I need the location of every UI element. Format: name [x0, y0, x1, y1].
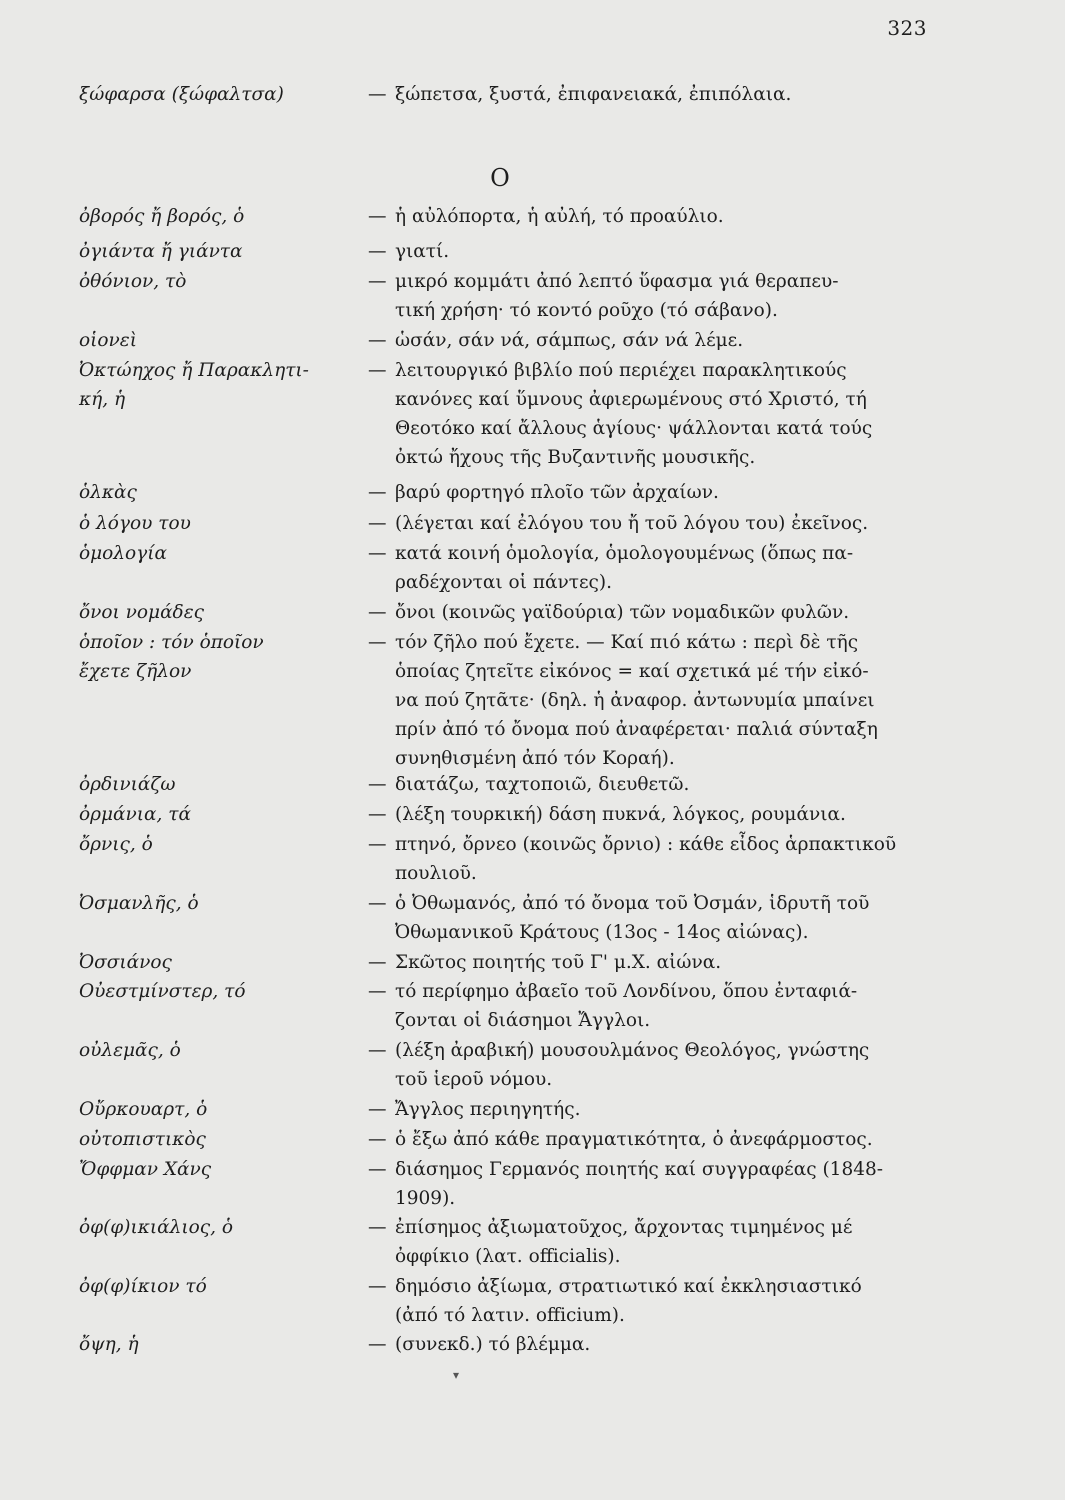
- entry-term: [79, 478, 349, 507]
- entry-definition: [395, 267, 929, 325]
- entry-definition: [395, 237, 929, 266]
- print-mark: ▾: [453, 1368, 460, 1382]
- entry-definition-line: ξώπετσα, ξυστά, ἐπιφανειακά, ἐπιπόλαια.: [395, 84, 792, 105]
- entry-definition: [395, 1125, 929, 1154]
- entry-definition: [395, 326, 929, 355]
- entry-definition-line: κατά κοινή ὁμολογία, ὁμολογουμένως (ὅπως πα-: [395, 543, 854, 564]
- entry-term-line: Ὀκτώηχος ἤ Παρακλητι-: [79, 360, 309, 381]
- entry-term: [79, 830, 349, 859]
- entry-term: [79, 1036, 349, 1065]
- entry-term: [79, 1125, 349, 1154]
- entry-definition-line: γιατί.: [395, 241, 450, 262]
- entry-definition: [395, 889, 929, 947]
- entry-definition-line: μικρό κομμάτι ἀπό λεπτό ὕφασμα γιά θεραπευ-: [395, 271, 839, 292]
- entry-term-line: ὀθόνιον, τὸ: [79, 271, 187, 292]
- entry-term: [79, 1272, 349, 1301]
- page-number: 323: [887, 16, 927, 40]
- entry-dash: —: [368, 1099, 387, 1120]
- entry-definition: [395, 356, 929, 472]
- entry-definition: [395, 1330, 929, 1359]
- entry-term: [79, 267, 349, 296]
- entry-term-line: ὀφ(φ)ικιάλιος, ὁ: [79, 1217, 233, 1238]
- entry-definition: [395, 1213, 929, 1271]
- entry-definition: [395, 202, 929, 231]
- entry-definition: [395, 977, 929, 1035]
- entry-dash: —: [368, 602, 387, 623]
- entry-term: [79, 80, 349, 109]
- entry-definition-line: τό περίφημο ἀβαεῖο τοῦ Λονδίνου, ὅπου ἐνταφιά-: [395, 981, 858, 1002]
- entry-dash: —: [368, 952, 387, 973]
- entry-definition-line: πρίν ἀπό τό ὄνομα πού ἀναφέρεται· παλιά σύνταξη: [395, 719, 878, 740]
- entry-term-line: ἔχετε ζῆλον: [79, 661, 192, 682]
- entry-definition-line: τοῦ ἱεροῦ νόμου.: [395, 1069, 553, 1090]
- entry-term: [79, 326, 349, 355]
- entry-definition-line: δημόσιο ἀξίωμα, στρατιωτικό καί ἐκκλησιαστικό: [395, 1276, 862, 1297]
- entry-term-line: οὐλεμᾶς, ὁ: [79, 1040, 181, 1061]
- entry-dash: —: [368, 84, 387, 105]
- entry-term-line: ὀρμάνια, τά: [79, 804, 192, 825]
- entry-definition: [395, 1036, 929, 1094]
- entry-term-line: Ὄφφμαν Χάνς: [79, 1159, 212, 1180]
- entry-definition: [395, 80, 929, 109]
- entry-term-line: οὐτοπιστικὸς: [79, 1129, 206, 1150]
- entry-term: [79, 770, 349, 799]
- entry-term-line: Οὐεστμίνστερ, τό: [79, 981, 246, 1002]
- entry-definition-line: ζονται οἱ διάσημοι Ἄγγλοι.: [395, 1010, 651, 1031]
- entry-definition-line: 1909).: [395, 1188, 456, 1209]
- entry-term: [79, 977, 349, 1006]
- entry-definition-line: πτηνό, ὄρνεο (κοινῶς ὄρνιο) : κάθε εἶδος ἁρπακτικοῦ: [395, 834, 897, 855]
- entry-definition: [395, 478, 929, 507]
- entry-dash: —: [368, 241, 387, 262]
- entry-term-line: Οὔρκουαρτ, ὁ: [79, 1099, 208, 1120]
- letter-heading: Ο: [490, 164, 510, 192]
- entry-term-line: ὁ λόγου του: [79, 513, 191, 534]
- entry-term: [79, 800, 349, 829]
- entry-definition-line: Σκῶτος ποιητής τοῦ Γ' μ.Χ. αἰώνα.: [395, 952, 722, 973]
- entry-definition-line: ὁ ἔξω ἀπό κάθε πραγματικότητα, ὁ ἀνεφάρμοστος.: [395, 1129, 873, 1150]
- entry-term-line: ὄνοι νομάδες: [79, 602, 204, 623]
- entry-definition-line: ὀφφίκιο (λατ. officialis).: [395, 1246, 621, 1267]
- entry-definition-line: Ὀθωμανικοῦ Κράτους (13ος - 14ος αἰώνας).: [395, 922, 809, 943]
- entry-definition-line: ὀκτώ ἤχους τῆς Βυζαντινῆς μουσικῆς.: [395, 447, 756, 468]
- entry-term-line: ὁποῖον : τόν ὁποῖον: [79, 632, 264, 653]
- entry-definition-line: (συνεκδ.) τό βλέμμα.: [395, 1334, 591, 1355]
- entry-term: [79, 1213, 349, 1242]
- entry-definition: [395, 628, 929, 773]
- entry-definition-line: λειτουργικό βιβλίο πού περιέχει παρακλητικούς: [395, 360, 847, 381]
- entry-definition-line: κανόνες καί ὕμνους ἀφιερωμένους στό Χριστό, τή: [395, 389, 867, 410]
- entry-term: [79, 356, 349, 414]
- entry-dash: —: [368, 804, 387, 825]
- entry-term: [79, 202, 349, 231]
- entry-dash: —: [368, 981, 387, 1002]
- entry-dash: —: [368, 893, 387, 914]
- entry-definition-line: τική χρήση· τό κοντό ροῦχο (τό σάβανο).: [395, 300, 778, 321]
- entry-term-line: ξώφαρσα (ξώφαλτσα): [79, 84, 284, 105]
- entry-dash: —: [368, 632, 387, 653]
- entry-dash: —: [368, 1334, 387, 1355]
- entry-term: [79, 889, 349, 918]
- entry-term-line: κή, ἡ: [79, 389, 126, 410]
- entry-definition: [395, 800, 929, 829]
- entry-term: [79, 1155, 349, 1184]
- entry-definition-line: διατάζω, ταχτοποιῶ, διευθετῶ.: [395, 774, 690, 795]
- entry-dash: —: [368, 482, 387, 503]
- entry-dash: —: [368, 834, 387, 855]
- entry-term: [79, 509, 349, 538]
- entry-term-line: ὁμολογία: [79, 543, 167, 564]
- entry-term-line: ὀγιάντα ἤ γιάντα: [79, 241, 243, 262]
- entry-definition-line: ὄνοι (κοινῶς γαϊδούρια) τῶν νομαδικῶν φυλῶν.: [395, 602, 850, 623]
- entry-definition-line: (λέγεται καί ἐλόγου του ἤ τοῦ λόγου του) ἐκεῖνος.: [395, 513, 869, 534]
- entry-dash: —: [368, 1217, 387, 1238]
- entry-dash: —: [368, 206, 387, 227]
- entry-term-line: ὀφ(φ)ίκιον τό: [79, 1276, 207, 1297]
- entry-dash: —: [368, 360, 387, 381]
- entry-dash: —: [368, 774, 387, 795]
- entry-term: [79, 237, 349, 266]
- entry-definition-line: ἐπίσημος ἀξιωματοῦχος, ἄρχοντας τιμημένος μέ: [395, 1217, 853, 1238]
- entry-definition-line: ραδέχονται οἱ πάντες).: [395, 572, 612, 593]
- entry-definition-line: Ἄγγλος περιηγητής.: [395, 1099, 581, 1120]
- entry-dash: —: [368, 271, 387, 292]
- entry-term: [79, 539, 349, 568]
- entry-dash: —: [368, 1276, 387, 1297]
- entry-definition: [395, 509, 929, 538]
- entry-definition: [395, 598, 929, 627]
- entry-term-line: ὀρδινιάζω: [79, 774, 176, 795]
- entry-definition: [395, 539, 929, 597]
- entry-term: [79, 598, 349, 627]
- entry-definition: [395, 1272, 929, 1330]
- entry-dash: —: [368, 330, 387, 351]
- entry-definition-line: βαρύ φορτηγό πλοῖο τῶν ἀρχαίων.: [395, 482, 719, 503]
- entry-term-line: ὄψη, ἡ: [79, 1334, 139, 1355]
- entry-definition-line: ὁποίας ζητεῖτε εἰκόνος = καί σχετικά μέ τήν εἰκό-: [395, 661, 869, 682]
- entry-definition-line: συνηθισμένη ἀπό τόν Κοραή).: [395, 748, 675, 769]
- entry-dash: —: [368, 513, 387, 534]
- entry-term-line: οἱονεὶ: [79, 330, 137, 351]
- entry-definition: [395, 770, 929, 799]
- entry-term-line: ὁλκὰς: [79, 482, 137, 503]
- entry-term: [79, 1095, 349, 1124]
- entry-definition: [395, 948, 929, 977]
- entry-definition: [395, 1155, 929, 1213]
- entry-definition-line: διάσημος Γερμανός ποιητής καί συγγραφέας (1848-: [395, 1159, 884, 1180]
- entry-term-line: ὄρνις, ὁ: [79, 834, 153, 855]
- entry-definition-line: (λέξη τουρκική) δάση πυκνά, λόγκος, ρουμάνια.: [395, 804, 846, 825]
- entry-definition-line: ὁ Ὀθωμανός, ἀπό τό ὄνομα τοῦ Ὀσμάν, ἱδρυτῆ τοῦ: [395, 893, 870, 914]
- entry-term: [79, 1330, 349, 1359]
- entry-dash: —: [368, 543, 387, 564]
- entry-term-line: Ὀσμανλῆς, ὁ: [79, 893, 199, 914]
- entry-term-line: ὀβορός ἤ βορός, ὁ: [79, 206, 245, 227]
- entry-term: [79, 628, 349, 686]
- entry-definition-line: (ἀπό τό λατιν. officium).: [395, 1305, 625, 1326]
- entry-definition: [395, 830, 929, 888]
- entry-dash: —: [368, 1040, 387, 1061]
- entry-definition-line: ὡσάν, σάν νά, σάμπως, σάν νά λέμε.: [395, 330, 744, 351]
- entry-definition: [395, 1095, 929, 1124]
- entry-definition-line: (λέξη ἀραβική) μουσουλμάνος Θεολόγος, γνώστης: [395, 1040, 870, 1061]
- entry-definition-line: τόν ζῆλο πού ἔχετε. — Καί πιό κάτω : περὶ δὲ τῆς: [395, 632, 859, 653]
- entry-definition-line: Θεοτόκο καί ἄλλους ἁγίους· ψάλλονται κατά τούς: [395, 418, 873, 439]
- entry-definition-line: πουλιοῦ.: [395, 863, 477, 884]
- entry-term: [79, 948, 349, 977]
- entry-definition-line: να πού ζητᾶτε· (δηλ. ἡ ἀναφορ. ἀντωνυμία μπαίνει: [395, 690, 875, 711]
- entry-dash: —: [368, 1129, 387, 1150]
- entry-dash: —: [368, 1159, 387, 1180]
- entry-definition-line: ἡ αὐλόπορτα, ἡ αὐλή, τό προαύλιο.: [395, 206, 724, 227]
- entry-term-line: Ὀσσιάνος: [79, 952, 172, 973]
